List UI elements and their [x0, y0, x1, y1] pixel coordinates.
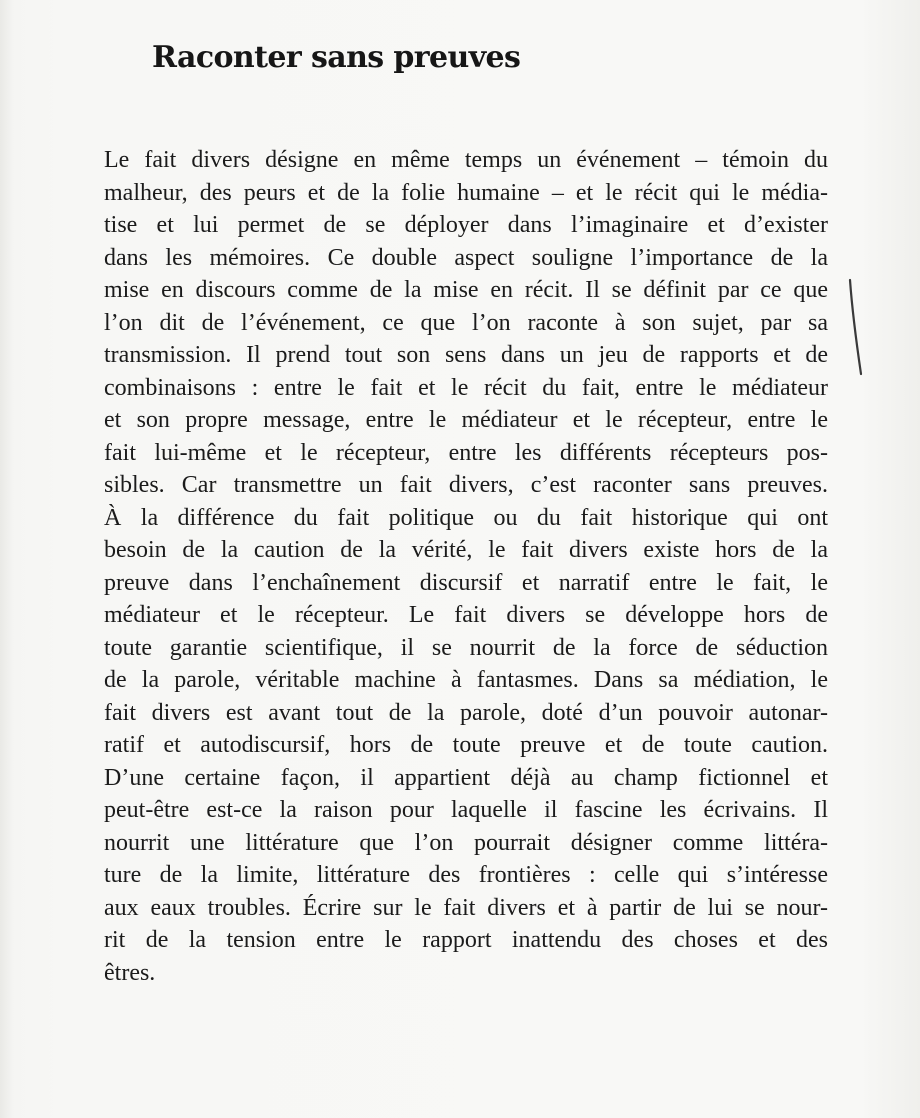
paragraph-line: malheur, des peurs et de la folie humaine – et le récit qui le média-	[104, 179, 828, 206]
paragraph-line: l’on dit de l’événement, ce que l’on raconte à son sujet, par sa	[104, 309, 828, 336]
paragraph-line: nourrit une littérature que l’on pourrait désigner comme littéra-	[104, 829, 828, 856]
paragraph-line: sibles. Car transmettre un fait divers, c’est raconter sans preuves.	[104, 472, 828, 498]
pencil-margin-mark	[846, 278, 866, 378]
paragraph-line: fait lui-même et le récepteur, entre les différents récepteurs pos-	[104, 439, 828, 466]
paragraph-line: de la parole, véritable machine à fantasmes. Dans sa médiation, le	[104, 667, 828, 693]
paragraph-line-last: êtres.	[104, 959, 156, 986]
body-paragraph	[104, 144, 828, 989]
paragraph-line: dans les mémoires. Ce double aspect souligne l’importance de la	[104, 244, 828, 271]
page-title: Raconter sans preuves	[152, 40, 521, 75]
paragraph-line: tise et lui permet de se déployer dans l’imaginaire et d’exister	[104, 212, 828, 238]
paragraph-line: preuve dans l’enchaînement discursif et narratif entre le fait, le	[104, 569, 828, 596]
paragraph-line: Le fait divers désigne en même temps un événement – témoin du	[104, 147, 828, 173]
paragraph-line: toute garantie scientifique, il se nourrit de la force de séduction	[104, 634, 828, 661]
paragraph-line: À la différence du fait politique ou du fait historique qui ont	[104, 504, 828, 531]
paragraph-line: ratif et autodiscursif, hors de toute preuve et de toute caution.	[104, 732, 828, 758]
bleed-through-text	[540, 44, 548, 78]
paragraph-line: médiateur et le récepteur. Le fait divers se développe hors de	[104, 602, 828, 628]
paragraph-line: aux eaux troubles. Écrire sur le fait divers et à partir de lui se nour-	[104, 894, 828, 921]
paragraph-line: combinaisons : entre le fait et le récit du fait, entre le médiateur	[104, 374, 828, 401]
paragraph-line: mise en discours comme de la mise en récit. Il se définit par ce que	[104, 277, 828, 303]
paragraph-line: D’une certaine façon, il appartient déjà au champ fictionnel et	[104, 764, 828, 791]
paragraph-line: ture de la limite, littérature des frontières : celle qui s’intéresse	[104, 862, 828, 888]
paragraph-line: besoin de la caution de la vérité, le fait divers existe hors de la	[104, 537, 828, 563]
paragraph-line: rit de la tension entre le rapport inattendu des choses et des	[104, 927, 828, 953]
paragraph-line: peut-être est-ce la raison pour laquelle il fascine les écrivains. Il	[104, 797, 828, 823]
paragraph-line: fait divers est avant tout de la parole, doté d’un pouvoir autonar-	[104, 699, 828, 726]
paragraph-line: transmission. Il prend tout son sens dans un jeu de rapports et de	[104, 342, 828, 368]
paragraph-line: et son propre message, entre le médiateur et le récepteur, entre le	[104, 407, 828, 433]
